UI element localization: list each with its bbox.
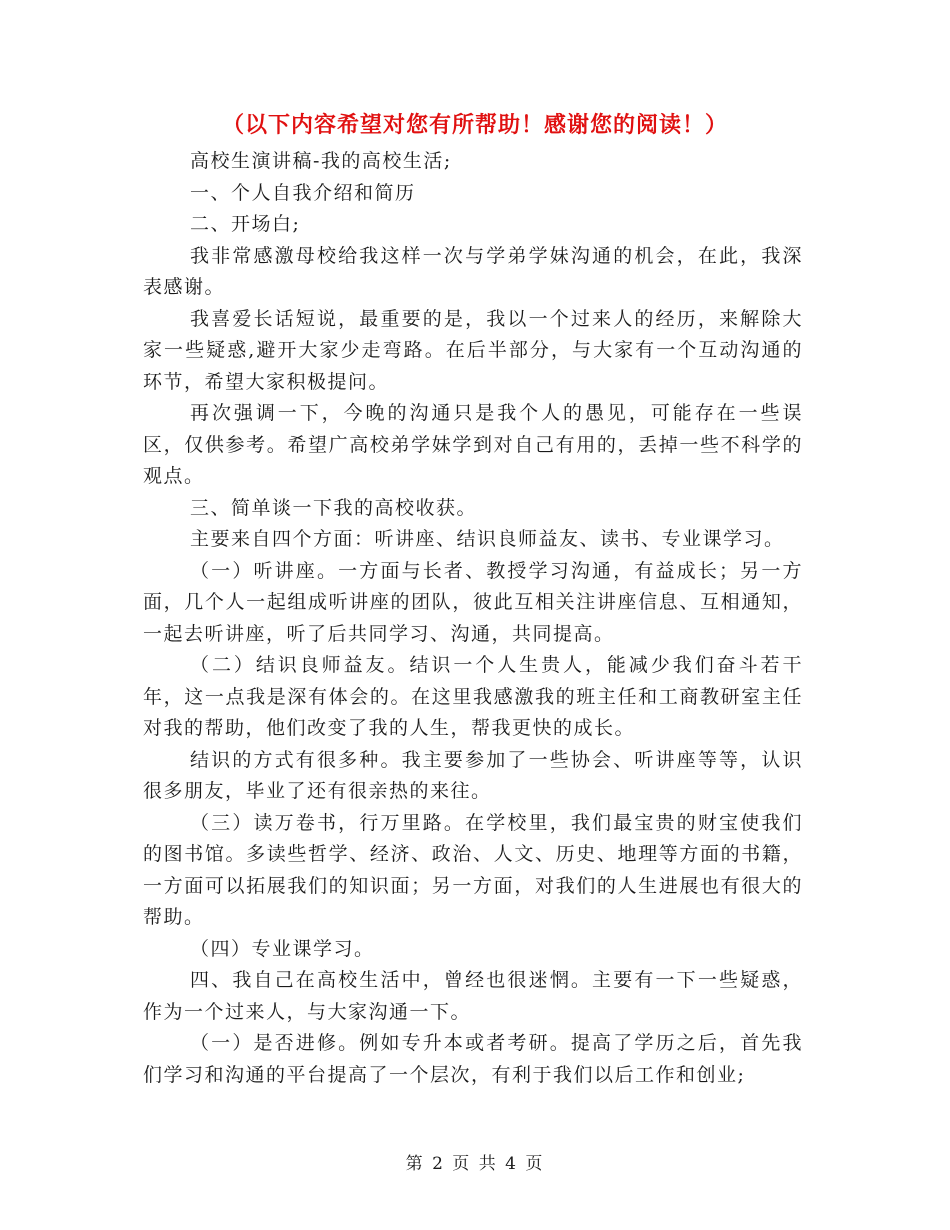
notice-heading: （以下内容希望对您有所帮助！感谢您的阅读！） <box>221 112 728 138</box>
paragraph: 结识的方式有很多种。我主要参加了一些协会、听讲座等等，认识很多朋友，毕业了还有很亲热的来往。 <box>143 748 803 802</box>
paragraph: （四）专业课学习。 <box>190 937 375 960</box>
document-body <box>143 146 803 1091</box>
paragraph: （二）结识良师益友。结识一个人生贵人，能减少我们奋斗若干年，这一点我是深有体会的。在这里我感激我的班主任和工商教研室主任对我的帮助，他们改变了我的人生，帮我更快的成长。 <box>143 654 803 739</box>
paragraph: 二、开场白; <box>190 213 301 235</box>
paragraph: 一、个人自我介绍和简历 <box>190 181 416 204</box>
page-number: 第 2 页 共 4 页 <box>405 1154 545 1174</box>
paragraph: （三）读万卷书，行万里路。在学校里，我们最宝贵的财宝使我们的图书馆。多读些哲学、经济、政治、人文、历史、地理等方面的书籍，一方面可以拓展我们的知识面；另一方面，对我们的人生进展也有很大的帮助。 <box>143 811 803 928</box>
paragraph: （一）是否进修。例如专升本或者考研。提高了学历之后，首先我们学习和沟通的平台提高了一个层次，有利于我们以后工作和创业; <box>143 1032 803 1086</box>
paragraph: （一）听讲座。一方面与长者、教授学习沟通，有益成长；另一方面，几个人一起组成听讲座的团队，彼此互相关注讲座信息、互相通知，一起去听讲座，听了后共同学习、沟通，共同提高。 <box>143 559 803 645</box>
paragraph: 主要来自四个方面：听讲座、结识良师益友、读书、专业课学习。 <box>190 528 785 550</box>
paragraph: 我非常感激母校给我这样一次与学弟学妹沟通的机会，在此，我深表感谢。 <box>143 244 803 298</box>
paragraph: 三、简单谈一下我的高校收获。 <box>190 496 478 519</box>
paragraph: 四、我自己在高校生活中，曾经也很迷惘。主要有一下一些疑惑，作为一个过来人，与大家沟通一下。 <box>143 969 803 1023</box>
paragraph: 再次强调一下，今晚的沟通只是我个人的愚见，可能存在一些误区，仅供参考。希望广高校弟学妹学到对自己有用的，丢掉一些不科学的观点。 <box>143 402 803 487</box>
paragraph: 我喜爱长话短说，最重要的是，我以一个过来人的经历，来解除大家一些疑惑,避开大家少走弯路。在后半部分，与大家有一个互动沟通的环节，希望大家积极提问。 <box>143 307 803 393</box>
paragraph: 高校生演讲稿-我的高校生活; <box>190 150 452 172</box>
